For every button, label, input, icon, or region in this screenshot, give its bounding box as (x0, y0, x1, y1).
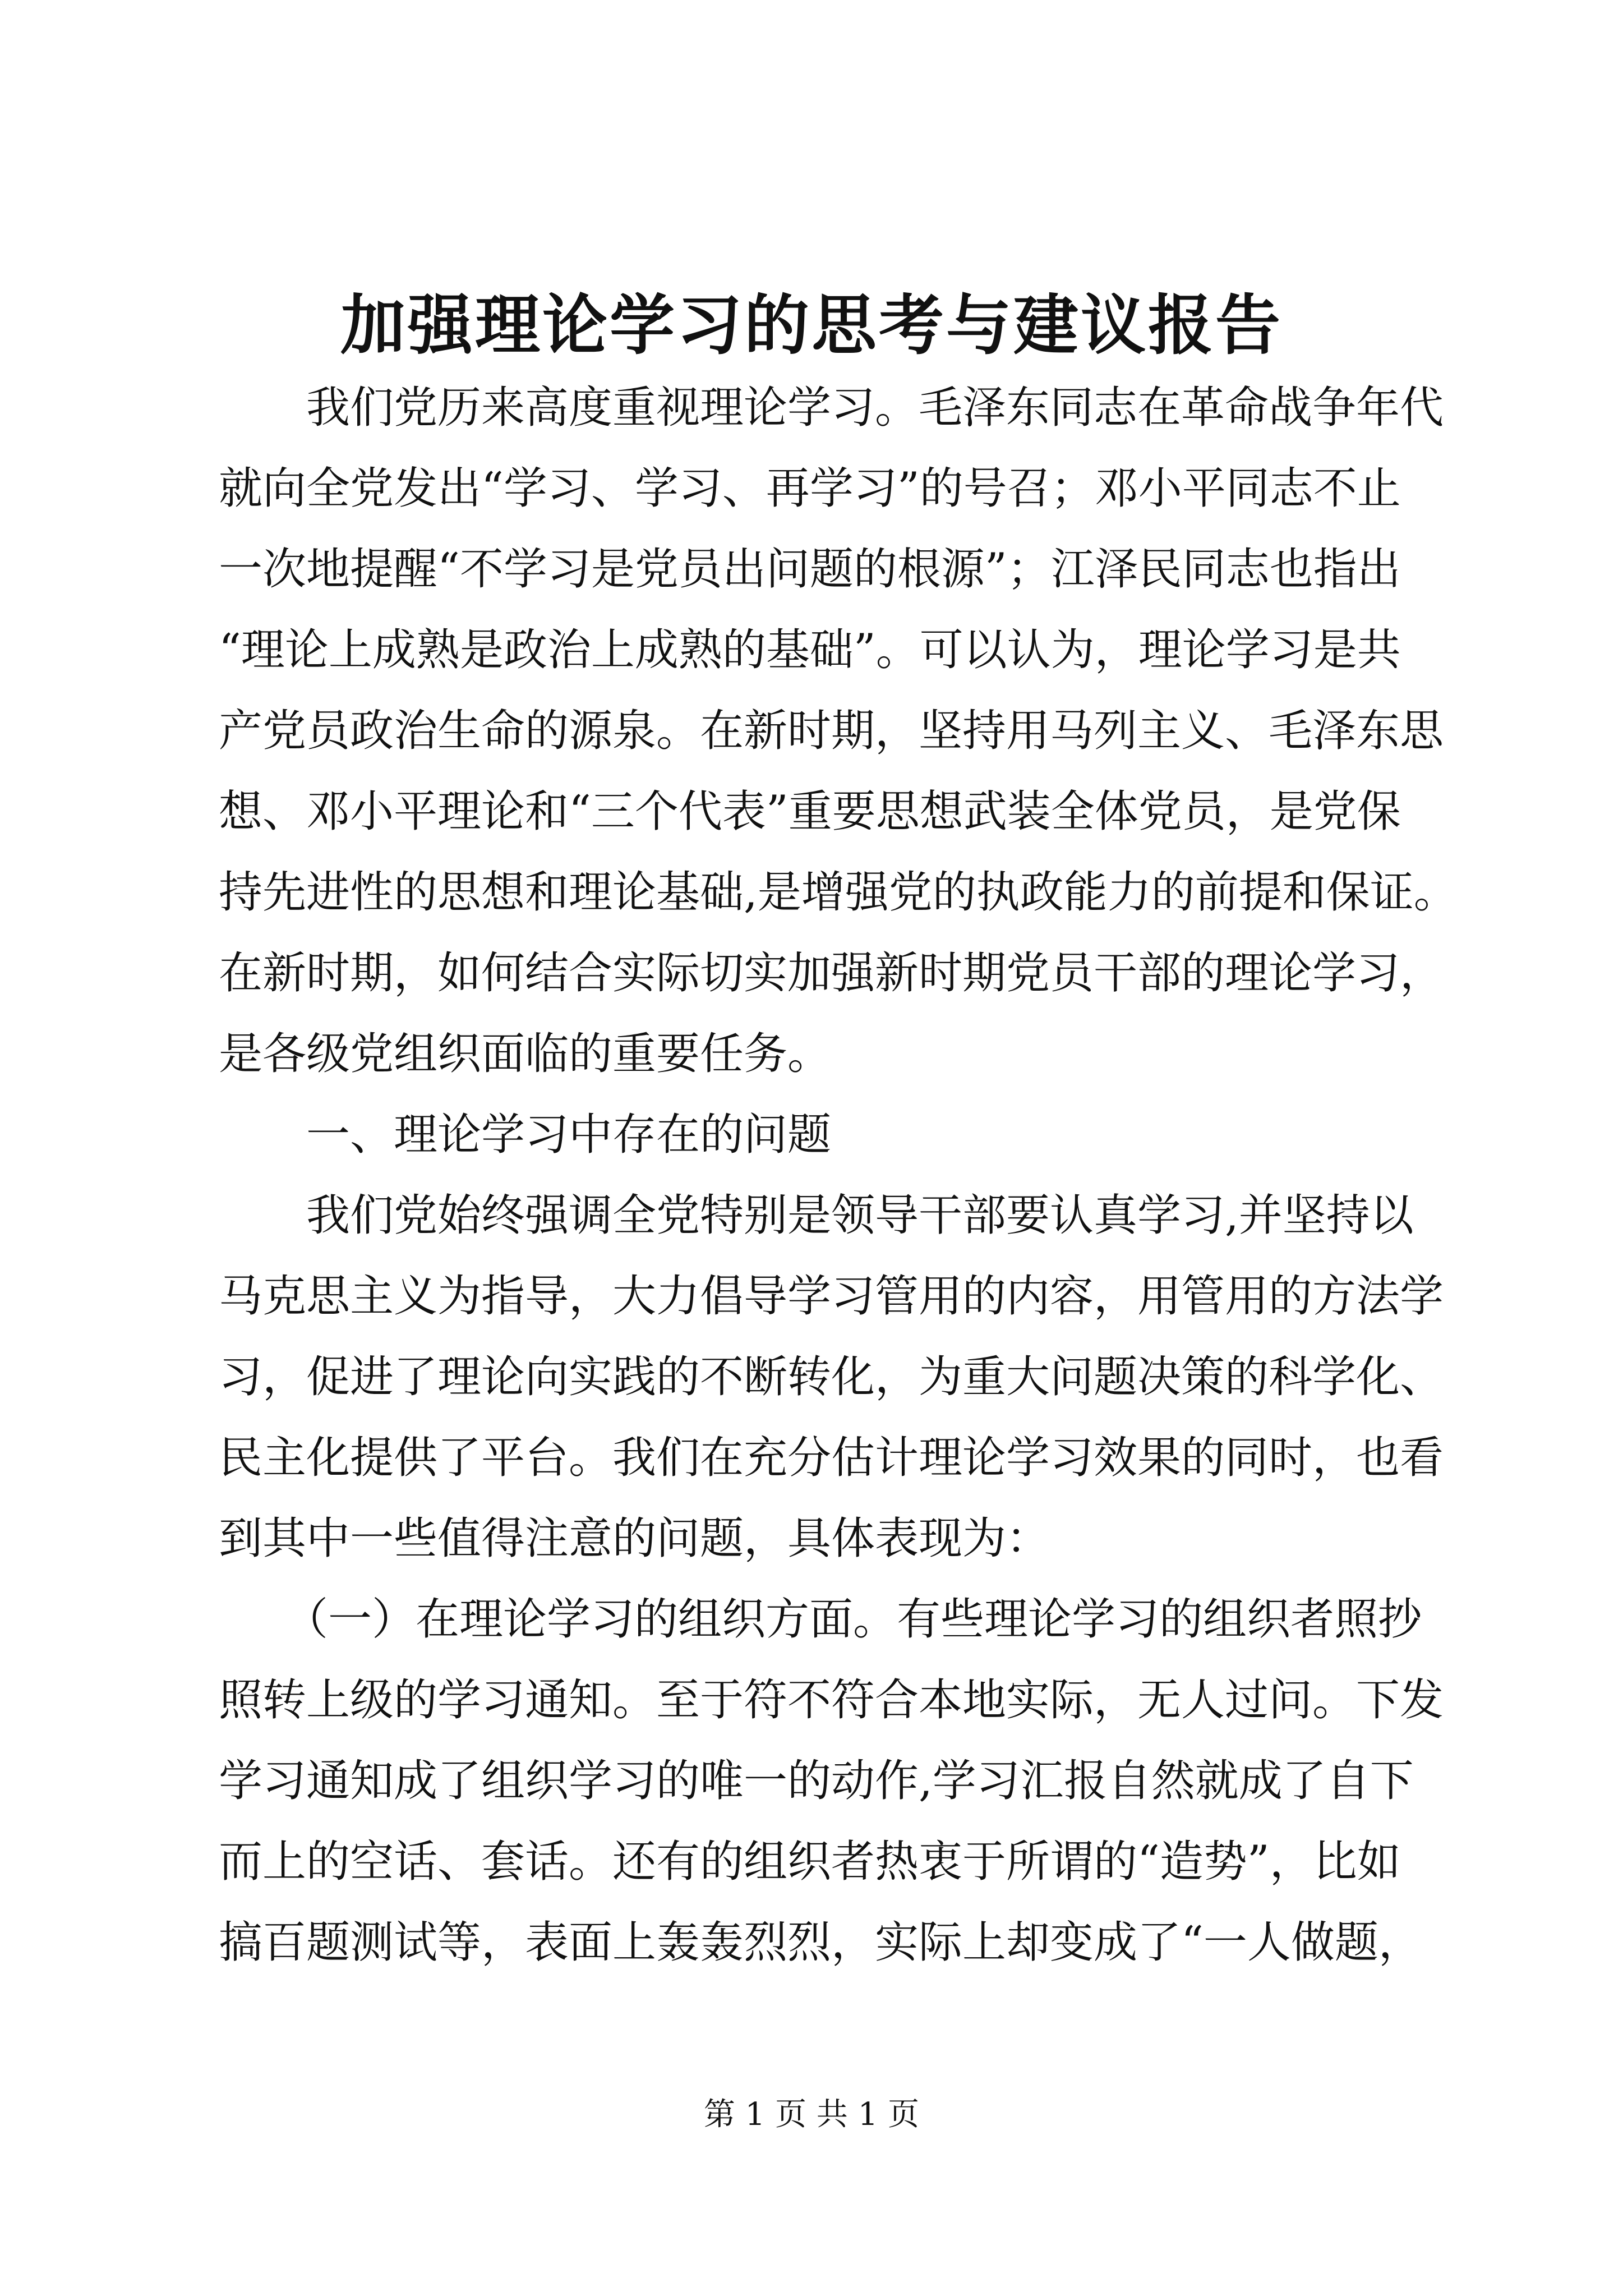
page-number-footer: 第 1 页 共 1 页 (703, 2096, 920, 2133)
body-line: 我们党历来高度重视理论学习。毛泽东同志在革命战争年代 (219, 383, 1444, 433)
body-line: 想、邓小平理论和“三个代表”重要思想武装全体党员，是党保 (219, 786, 1401, 837)
body-line: 民主化提供了平台。我们在充分估计理论学习效果的同时，也看 (219, 1433, 1444, 1483)
document-title: 加强理论学习的思考与建议报告 (340, 287, 1283, 364)
body-line: 就向全党发出“学习、学习、再学习”的号召；邓小平同志不止 (219, 463, 1401, 514)
section-heading: 一、理论学习中存在的问题 (219, 1110, 832, 1160)
body-line: 持先进性的思想和理论基础,是增强党的执政能力的前提和保证。 (219, 867, 1458, 918)
document-body (219, 367, 1458, 1983)
body-line: 马克思主义为指导，大力倡导学习管用的内容，用管用的方法学 (219, 1271, 1444, 1322)
body-line: 我们党始终强调全党特别是领导干部要认真学习,并坚持以 (219, 1190, 1414, 1241)
body-line: “理论上成熟是政治上成熟的基础”。可以认为，理论学习是共 (219, 625, 1401, 675)
body-line: 学习通知成了组织学习的唯一的动作,学习汇报自然就成了自下 (219, 1756, 1414, 1806)
body-line: （一）在理论学习的组织方面。有些理论学习的组织者照抄 (219, 1594, 1422, 1645)
body-line: 照转上级的学习通知。至于符不符合本地实际，无人过问。下发 (219, 1675, 1444, 1726)
body-line: 产党员政治生命的源泉。在新时期，坚持用马列主义、毛泽东思 (219, 706, 1444, 756)
body-line: 是各级党组织面临的重要任务。 (219, 1029, 832, 1079)
body-line: 而上的空话、套话。还有的组织者热衷于所谓的“造势”，比如 (219, 1837, 1401, 1887)
body-line: 搞百题测试等，表面上轰轰烈烈，实际上却变成了“一人做题， (219, 1917, 1422, 1968)
body-line: 在新时期，如何结合实际切实加强新时期党员干部的理论学习， (219, 948, 1444, 999)
body-line: 一次地提醒“不学习是党员出问题的根源”；江泽民同志也指出 (219, 544, 1401, 595)
body-line: 习，促进了理论向实践的不断转化，为重大问题决策的科学化、 (219, 1352, 1444, 1402)
body-line: 到其中一些值得注意的问题，具体表现为： (219, 1513, 1050, 1564)
